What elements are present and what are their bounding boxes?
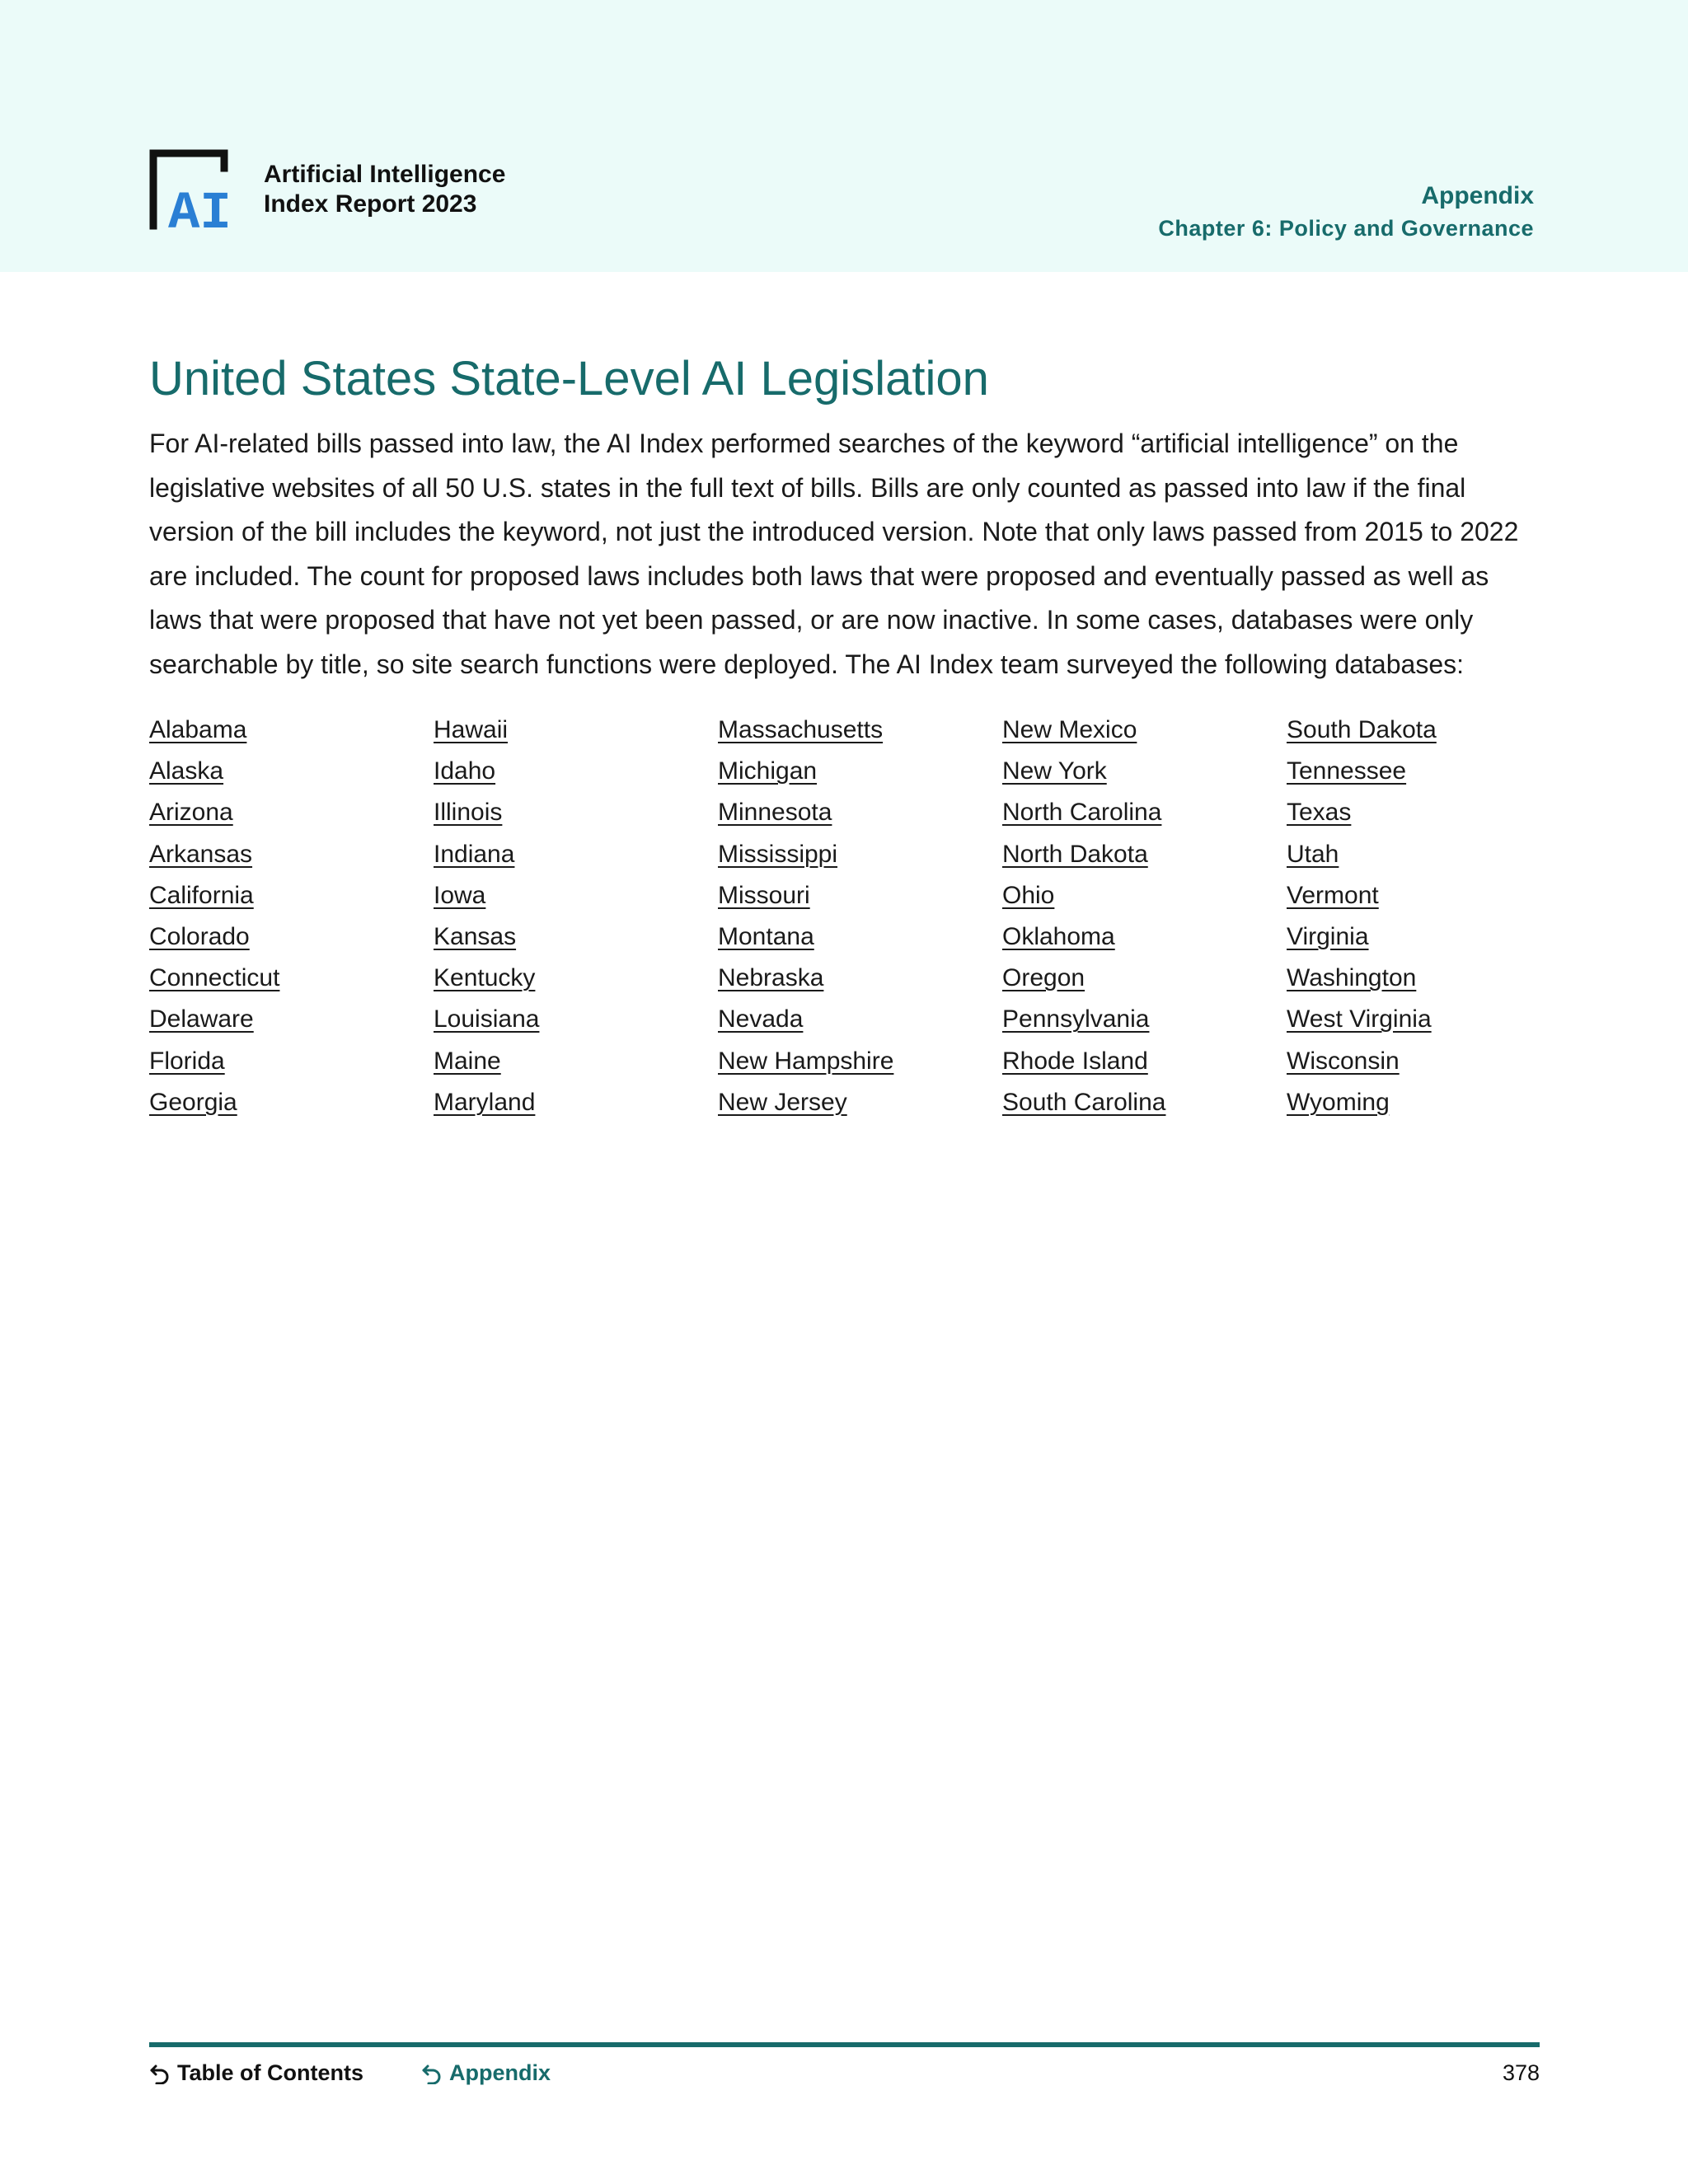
state-link[interactable]: North Carolina bbox=[1002, 799, 1162, 827]
table-of-contents-link[interactable] bbox=[149, 2060, 363, 2086]
report-title-line2: Index Report 2023 bbox=[264, 190, 477, 218]
state-link[interactable]: South Carolina bbox=[1002, 1088, 1166, 1116]
state-link[interactable]: West Virginia bbox=[1287, 1005, 1432, 1033]
toc-label: Table of Contents bbox=[177, 2060, 363, 2085]
state-link[interactable]: New Jersey bbox=[718, 1088, 847, 1116]
state-link[interactable]: Arizona bbox=[149, 799, 233, 827]
state-column bbox=[149, 710, 434, 1123]
main-content bbox=[149, 346, 1542, 1123]
state-link[interactable]: Pennsylvania bbox=[1002, 1005, 1150, 1033]
state-column bbox=[1287, 710, 1542, 1123]
page-title: United States State-Level AI Legislation bbox=[149, 352, 989, 405]
state-link[interactable]: Utah bbox=[1287, 840, 1339, 868]
page-header bbox=[0, 0, 1688, 272]
return-arrow-icon bbox=[421, 2063, 443, 2084]
state-link[interactable]: Massachusetts bbox=[718, 716, 884, 743]
state-link[interactable]: Delaware bbox=[149, 1005, 254, 1033]
state-link[interactable]: Georgia bbox=[149, 1088, 237, 1116]
state-link[interactable]: Iowa bbox=[434, 881, 486, 909]
state-link[interactable]: New Mexico bbox=[1002, 716, 1137, 743]
state-link[interactable]: Washington bbox=[1287, 964, 1417, 992]
return-arrow-icon bbox=[149, 2063, 171, 2084]
state-link[interactable]: Tennessee bbox=[1287, 757, 1407, 785]
page-number: 378 bbox=[1502, 2060, 1540, 2085]
state-link[interactable]: New Hampshire bbox=[718, 1047, 894, 1075]
state-link[interactable]: South Dakota bbox=[1287, 716, 1437, 743]
state-link[interactable]: Indiana bbox=[434, 840, 515, 868]
state-link[interactable]: Virginia bbox=[1287, 923, 1369, 951]
chapter-label: Chapter 6: Policy and Governance bbox=[1158, 216, 1534, 241]
state-database-links bbox=[149, 710, 1542, 1123]
state-link[interactable]: Idaho bbox=[434, 757, 496, 785]
state-link[interactable]: Hawaii bbox=[434, 716, 509, 743]
state-link[interactable]: Nevada bbox=[718, 1005, 804, 1033]
state-link[interactable]: Maine bbox=[434, 1047, 501, 1075]
state-link[interactable]: Rhode Island bbox=[1002, 1047, 1148, 1075]
state-column bbox=[1002, 710, 1287, 1123]
state-link[interactable]: North Dakota bbox=[1002, 840, 1148, 868]
state-link[interactable]: Montana bbox=[718, 923, 814, 951]
state-link[interactable]: Colorado bbox=[149, 923, 250, 951]
state-link[interactable]: California bbox=[149, 881, 254, 909]
state-link[interactable]: Illinois bbox=[434, 799, 503, 827]
state-link[interactable]: Kansas bbox=[434, 923, 517, 951]
state-link[interactable]: Wisconsin bbox=[1287, 1047, 1400, 1075]
state-link[interactable]: Kentucky bbox=[434, 964, 536, 992]
ai-index-logo-icon bbox=[148, 148, 239, 231]
intro-paragraph: For AI-related bills passed into law, the AI Index performed searches of the keyword “artificial intelligence” on the legislative websites of all 50 U.S. states in the full text of bills. Bills are only counted as passed into law if the final version of the bill includes the keyword, not just the introduced version. Note that only laws passed from 2015 to 2022 are included. The count for proposed laws includes both laws that were proposed and eventually passed as well as laws that were proposed that have not yet been passed, or are now inactive. In some cases, databases were only searchable by title, so site search functions were deployed. The AI Index team surveyed the following databases: bbox=[149, 429, 1519, 679]
state-link[interactable]: Alaska bbox=[149, 757, 224, 785]
state-link[interactable]: Louisiana bbox=[434, 1005, 540, 1033]
page-footer bbox=[149, 2060, 1540, 2093]
section-label: Appendix bbox=[1421, 182, 1534, 209]
state-link[interactable]: Ohio bbox=[1002, 881, 1055, 909]
state-link[interactable]: Maryland bbox=[434, 1088, 536, 1116]
logo-letters: AI bbox=[168, 185, 232, 231]
appendix-label: Appendix bbox=[449, 2060, 551, 2085]
chapter-info bbox=[1158, 180, 1534, 244]
report-title-line1: Artificial Intelligence bbox=[264, 161, 506, 188]
state-link[interactable]: Arkansas bbox=[149, 840, 253, 868]
state-link[interactable]: Florida bbox=[149, 1047, 225, 1075]
state-link[interactable]: Alabama bbox=[149, 716, 247, 743]
state-link[interactable]: Mississippi bbox=[718, 840, 838, 868]
state-link[interactable]: Minnesota bbox=[718, 799, 832, 827]
state-link[interactable]: Missouri bbox=[718, 881, 810, 909]
state-column bbox=[718, 710, 1002, 1123]
state-link[interactable]: Oklahoma bbox=[1002, 923, 1115, 951]
state-link[interactable]: New York bbox=[1002, 757, 1107, 785]
state-link[interactable]: Connecticut bbox=[149, 964, 280, 992]
report-logo bbox=[148, 148, 505, 231]
state-link[interactable]: Oregon bbox=[1002, 964, 1085, 992]
state-column bbox=[434, 710, 718, 1123]
state-link[interactable]: Vermont bbox=[1287, 881, 1379, 909]
state-link[interactable]: Nebraska bbox=[718, 964, 824, 992]
footer-divider bbox=[149, 2042, 1540, 2047]
appendix-link[interactable] bbox=[421, 2060, 551, 2086]
report-title bbox=[264, 160, 505, 219]
state-link[interactable]: Michigan bbox=[718, 757, 818, 785]
state-link[interactable]: Wyoming bbox=[1287, 1088, 1390, 1116]
state-link[interactable]: Texas bbox=[1287, 799, 1352, 827]
